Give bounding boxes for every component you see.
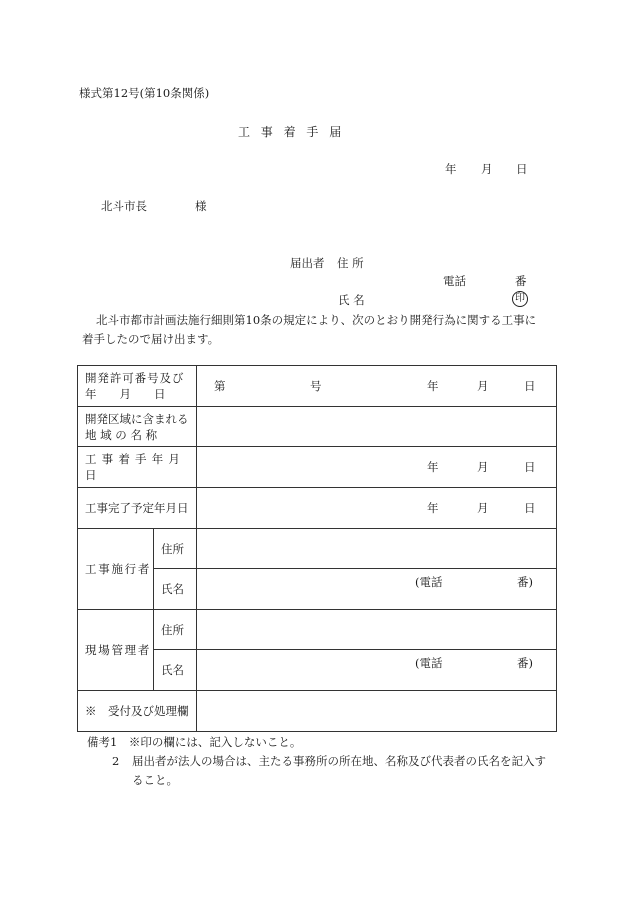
area-label-1: 開発区域に含まれる	[85, 411, 189, 426]
complete-year: 年	[427, 501, 439, 515]
table-row	[78, 366, 557, 407]
manager-address-value[interactable]	[197, 610, 557, 650]
manager-phone-close: 番)	[517, 656, 534, 670]
complete-month: 月	[477, 501, 489, 515]
permit-label-2: 年 月 日	[85, 387, 166, 401]
permit-no-suffix: 号	[310, 379, 322, 393]
complete-date-label-cell	[78, 488, 197, 529]
table-row	[78, 610, 557, 650]
reception-label: ※ 受付及び処理欄	[85, 704, 189, 718]
date-day: 日	[516, 162, 528, 176]
date-month: 月	[481, 162, 493, 176]
notifier-phone-label: 電話	[443, 274, 466, 288]
table-row	[78, 447, 557, 488]
permit-year: 年	[427, 379, 439, 393]
start-date-value-cell[interactable]	[197, 447, 557, 488]
complete-date-value-cell[interactable]	[197, 488, 557, 529]
table-row	[78, 529, 557, 569]
start-date-label: 工事着手年月日	[85, 452, 186, 482]
permit-day: 日	[524, 379, 536, 393]
notifier-role: 届出者	[290, 256, 325, 270]
addressee-honorific: 様	[195, 199, 207, 213]
reception-label-cell	[78, 691, 197, 732]
body-text-line-1: 北斗市都市計画法施行細則第10条の規定により、次のとおり開発行為に関する工事に	[96, 313, 537, 327]
notifier-address-label: 住 所	[337, 256, 364, 270]
contractor-phone-open: (電話	[415, 575, 443, 589]
date-year: 年	[445, 162, 457, 176]
form-number: 様式第12号(第10条関係)	[79, 86, 210, 100]
manager-phone-open: (電話	[415, 656, 443, 670]
manager-address-label: 住所	[161, 622, 184, 637]
area-label-2: 地 域 の 名 称	[85, 427, 158, 442]
start-month: 月	[477, 460, 489, 474]
body-text-line-2: 着手したので届け出ます。	[82, 332, 220, 346]
start-date-label-cell	[78, 447, 197, 488]
contractor-address-label-cell	[154, 529, 197, 569]
manager-name-label-cell	[154, 650, 197, 691]
manager-address-label-cell	[154, 610, 197, 650]
permit-month: 月	[477, 379, 489, 393]
seal-icon: 印	[512, 291, 528, 307]
contractor-name-label-cell	[154, 569, 197, 610]
contractor-name-label: 氏名	[161, 582, 184, 596]
table-row	[78, 407, 557, 447]
manager-name-value[interactable]	[197, 650, 557, 691]
contractor-phone-close: 番)	[517, 575, 534, 589]
addressee-name: 北斗市長	[101, 199, 147, 213]
contractor-label-cell	[78, 529, 154, 610]
page-title: 工事着手届	[238, 125, 353, 139]
table-row	[78, 691, 557, 732]
start-day: 日	[524, 460, 536, 474]
manager-label: 現場管理者	[85, 643, 152, 657]
contractor-address-value[interactable]	[197, 529, 557, 569]
remarks-note-2-text: 届出者が法人の場合は、主たる事務所の所在地、名称及び代表者の氏名を記入すること。	[132, 754, 546, 787]
table-row	[78, 488, 557, 529]
remarks-note-2-num: 2	[112, 754, 120, 768]
notifier-name-label: 氏 名	[338, 293, 365, 307]
permit-label-cell	[78, 366, 197, 407]
permit-value-cell[interactable]	[197, 366, 557, 407]
contractor-label: 工事施行者	[85, 562, 152, 576]
permit-no-prefix: 第	[214, 379, 226, 393]
manager-name-label: 氏名	[161, 663, 184, 677]
area-value-cell[interactable]	[197, 407, 557, 447]
notifier-phone-suffix: 番	[515, 274, 527, 288]
reception-value-cell	[197, 691, 557, 732]
area-label-cell	[78, 407, 197, 447]
manager-label-cell	[78, 610, 154, 691]
complete-day: 日	[524, 501, 536, 515]
contractor-name-value[interactable]	[197, 569, 557, 610]
permit-label-1: 開発許可番号及び	[85, 371, 185, 385]
complete-date-label: 工事完了予定年月日	[85, 501, 189, 515]
start-year: 年	[427, 460, 439, 474]
remarks-note-1-text: ※印の欄には、記入しないこと。	[128, 735, 302, 749]
contractor-address-label: 住所	[161, 541, 184, 556]
notification-table	[77, 365, 557, 732]
remarks-heading: 備考1	[87, 735, 118, 749]
remarks-note-1	[87, 734, 301, 750]
